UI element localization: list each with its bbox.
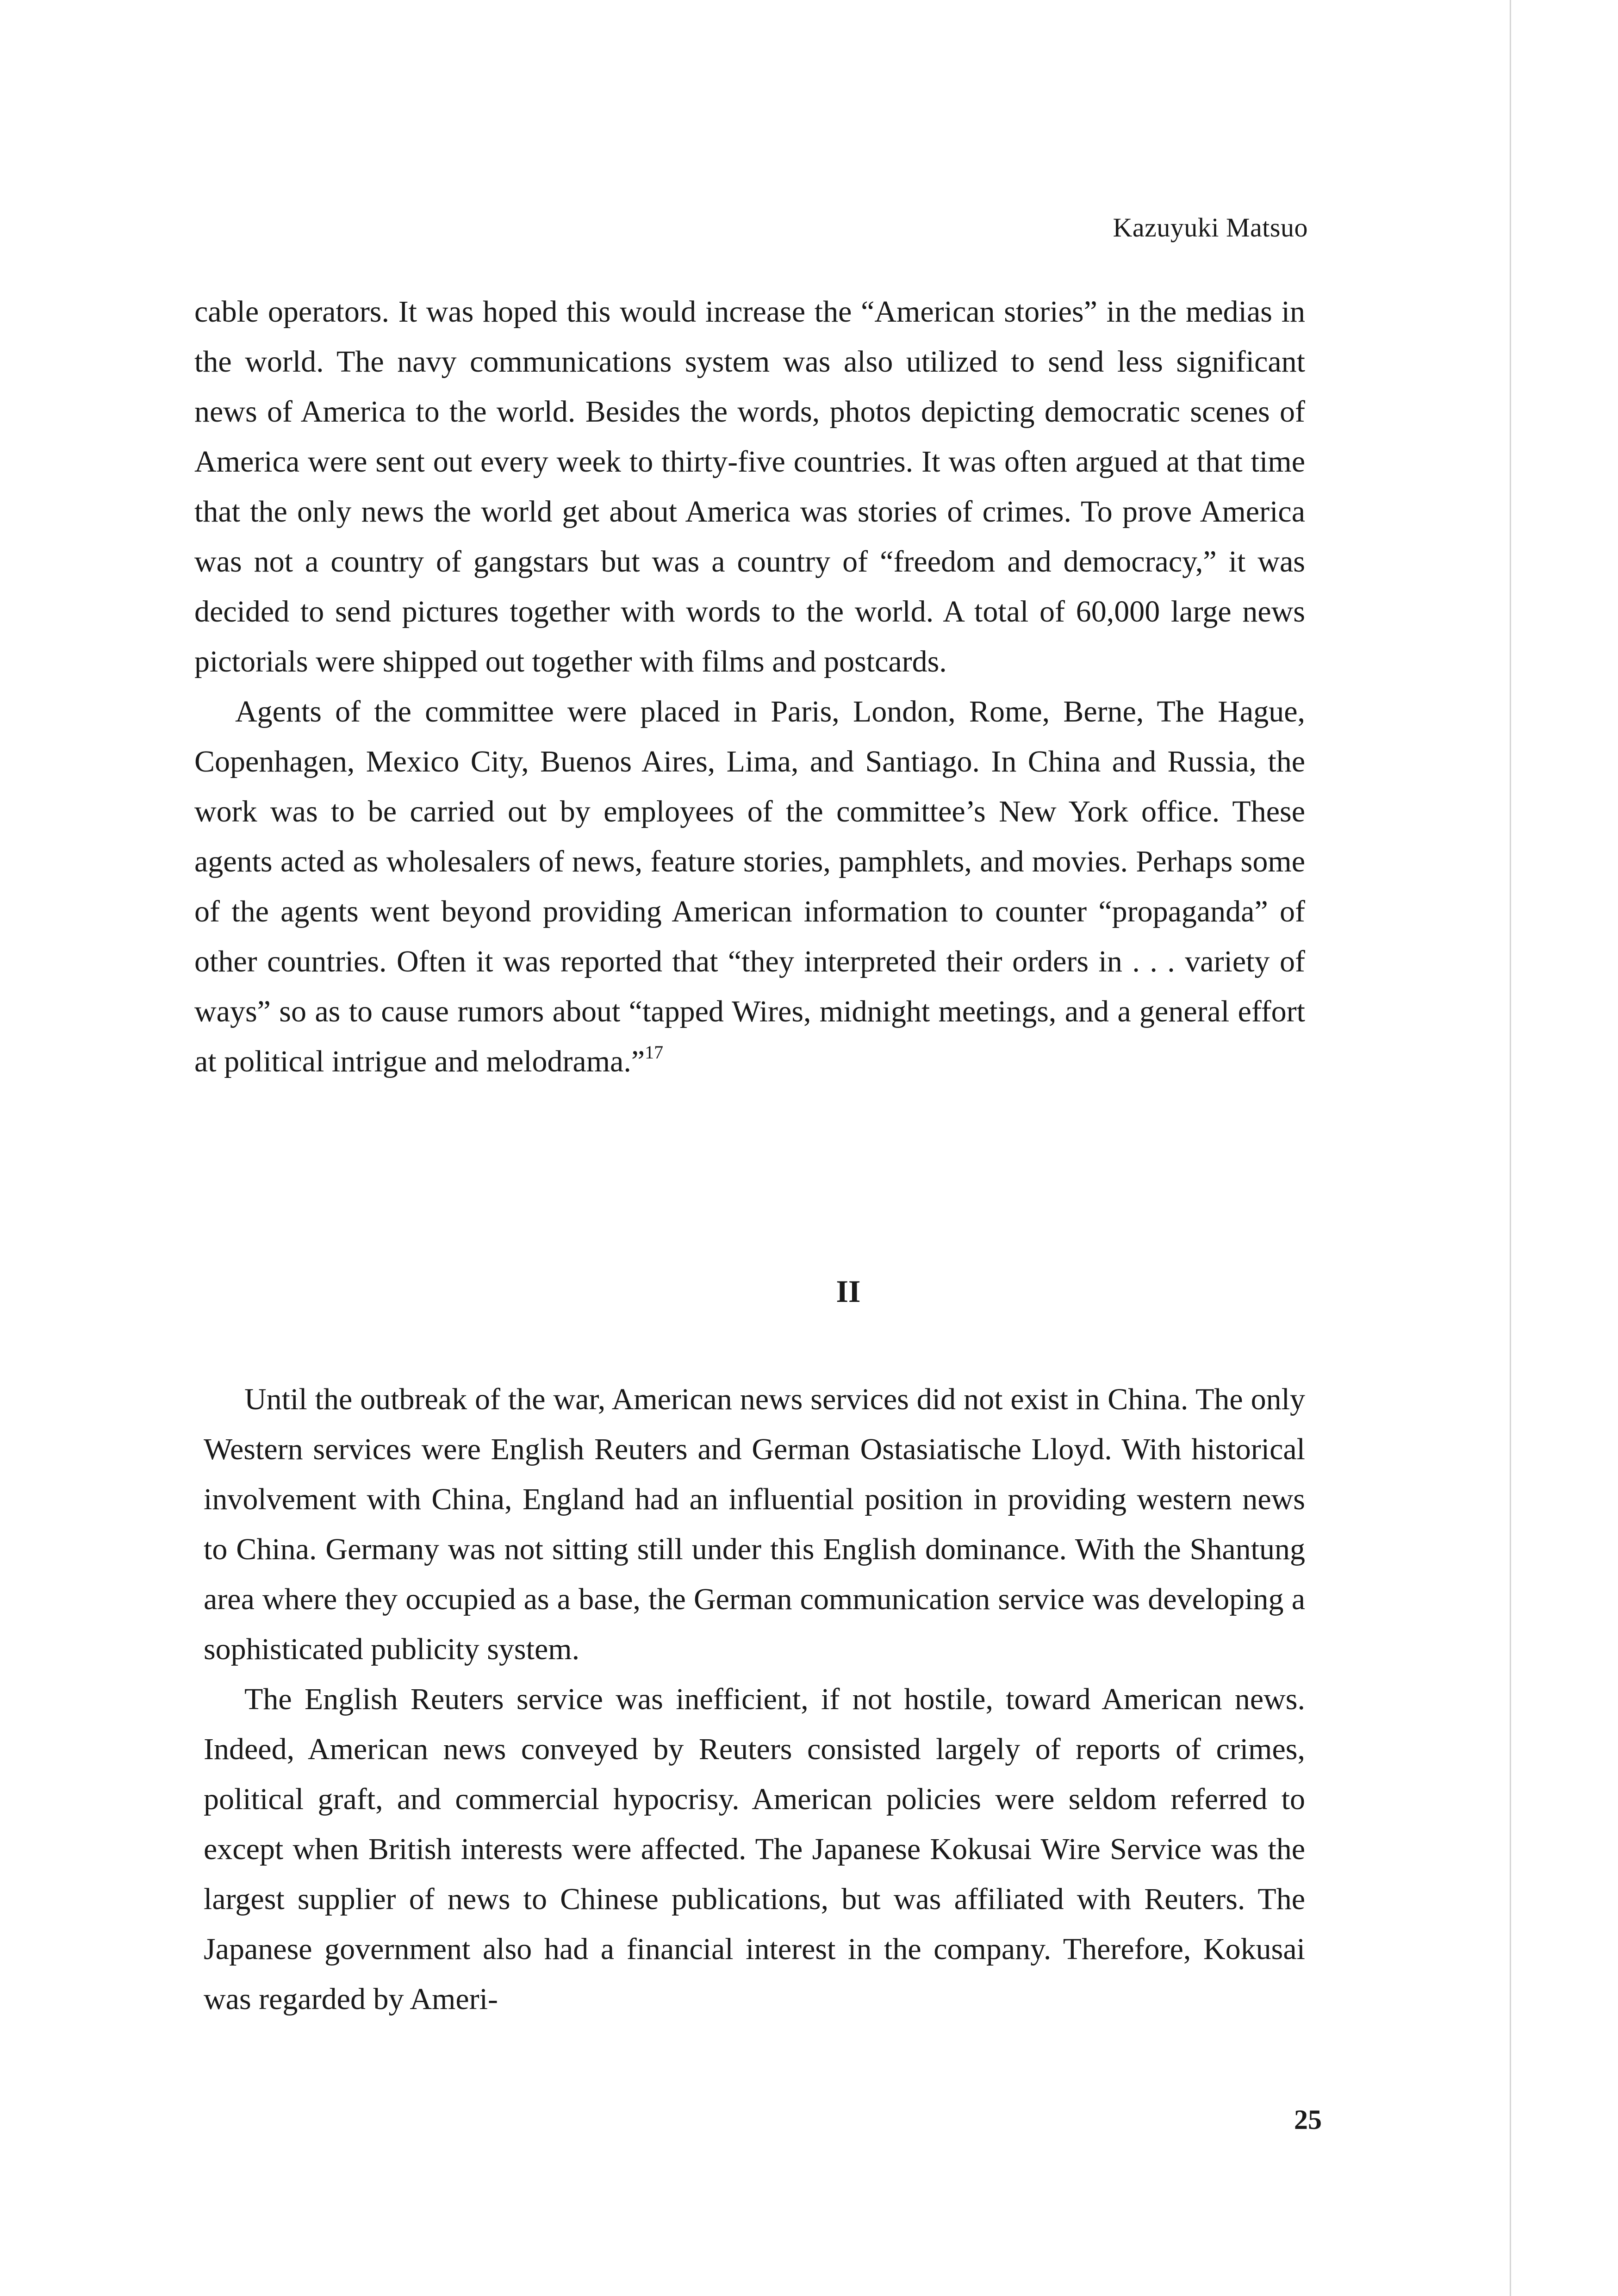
section-heading: II [836,1274,861,1309]
page-number: 25 [1294,2104,1322,2135]
paragraph-agents-text: Agents of the committee were placed in Paris, London, Rome, Berne, The Hague, Copenhagen, Mexico City, Buenos Aires, Lima, and Santiago. In China and Russia, the work was to be carried out by employees of the committee’s New York office. These agents acted as wholesalers of news, feature stories, pamphlets, and movies. Perhaps some of the agents went beyond providing American information to counter “propaganda” of other countries. Often it was reported that “they interpreted their orders in . . . variety of ways” so as to cause rumors about “tapped Wires, midnight meetings, and a general effort at political intrigue and melodrama.” [194,695,1305,1078]
paragraph-continuation: cable operators. It was hoped this would increase the “American stories” in the medias in the world. The navy communications system was also utilized to send less significant news of America to the world. Besides the words, photos depicting democratic scenes of America were sent out every week to thirty-five countries. It was often argued at that time that the only news the world get about America was stories of crimes. To prove America was not a country of gangstars but was a country of “freedom and democracy,” it was decided to send pictures together with words to the world. A total of 60,000 large news pictorials were shipped out together with films and postcards. [194,295,1305,678]
body-text-section-one [194,287,1305,1087]
footnote-reference: 17 [645,1042,664,1063]
paragraph-news-services: Until the outbreak of the war, American news services did not exist in China. The only Western services were English Reuters and German Ostasiatische Lloyd. With historical involvement with China, England had an influential position in providing western news to China. Germany was not sitting still under this English dominance. With the Shantung area where they occupied as a base, the German communication service was developing a sophisticated publicity system. [204,1382,1305,1666]
body-text-section-two [204,1375,1305,2024]
running-head-author: Kazuyuki Matsuo [1113,212,1308,243]
paragraph-agents [194,687,1305,1087]
paragraph-reuters: The English Reuters service was inefficient, if not hostile, toward American news. Indeed, American news conveyed by Reuters consisted largely of reports of crimes, political graft, and commercial hypocrisy. American policies were seldom referred to except when British interests were affected. The Japanese Kokusai Wire Service was the largest supplier of news to Chinese publications, but was affiliated with Reuters. The Japanese government also had a financial interest in the company. Therefore, Kokusai was regarded by Ameri- [204,1682,1305,2016]
gutter-shadow-line [1510,0,1511,2296]
